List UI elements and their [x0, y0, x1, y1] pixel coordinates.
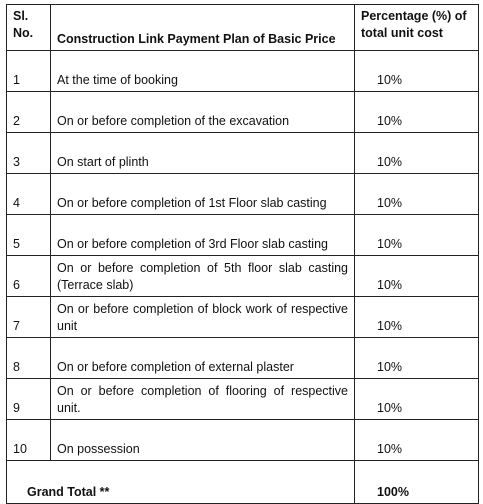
table-row — [7, 297, 479, 338]
table-row — [7, 174, 479, 215]
table-row — [7, 133, 479, 174]
stage-cell: On or before completion of block work of respective unit — [51, 297, 355, 338]
stage-cell: On or before completion of external plaster — [51, 338, 355, 379]
sl-no-cell: 9 — [7, 379, 51, 420]
stage-cell: On or before completion of the excavation — [51, 92, 355, 133]
table-row — [7, 215, 479, 256]
grand-total-row — [7, 461, 479, 504]
stage-cell: On or before completion of flooring of respective unit. — [51, 379, 355, 420]
stage-cell: On or before completion of 3rd Floor slab casting — [51, 215, 355, 256]
table-row — [7, 420, 479, 461]
sl-no-cell: 2 — [7, 92, 51, 133]
header-payment-plan: Construction Link Payment Plan of Basic Price — [51, 5, 355, 51]
percentage-cell: 10% — [355, 133, 479, 174]
percentage-cell: 10% — [355, 379, 479, 420]
grand-total-label: Grand Total ** — [7, 461, 355, 504]
percentage-cell: 10% — [355, 338, 479, 379]
percentage-cell: 10% — [355, 51, 479, 92]
table-row — [7, 51, 479, 92]
table-row — [7, 256, 479, 297]
sl-no-cell: 7 — [7, 297, 51, 338]
sl-no-cell: 6 — [7, 256, 51, 297]
sl-no-cell: 4 — [7, 174, 51, 215]
table-header-row — [7, 5, 479, 51]
percentage-cell: 10% — [355, 256, 479, 297]
stage-cell: On or before completion of 1st Floor slab casting — [51, 174, 355, 215]
sl-no-cell: 1 — [7, 51, 51, 92]
table-row — [7, 379, 479, 420]
table-row — [7, 92, 479, 133]
table-row — [7, 338, 479, 379]
percentage-cell: 10% — [355, 215, 479, 256]
stage-cell: At the time of booking — [51, 51, 355, 92]
stage-cell: On possession — [51, 420, 355, 461]
stage-cell: On or before completion of 5th floor slab casting (Terrace slab) — [51, 256, 355, 297]
percentage-cell: 10% — [355, 420, 479, 461]
grand-total-percentage: 100% — [355, 461, 479, 504]
sl-no-cell: 3 — [7, 133, 51, 174]
sl-no-cell: 8 — [7, 338, 51, 379]
payment-plan-table — [6, 4, 479, 504]
percentage-cell: 10% — [355, 297, 479, 338]
sl-no-cell: 10 — [7, 420, 51, 461]
sl-no-cell: 5 — [7, 215, 51, 256]
percentage-cell: 10% — [355, 174, 479, 215]
percentage-cell: 10% — [355, 92, 479, 133]
header-percentage: Percentage (%) of total unit cost — [355, 5, 479, 51]
stage-cell: On start of plinth — [51, 133, 355, 174]
header-sl-no: Sl. No. — [7, 5, 51, 51]
